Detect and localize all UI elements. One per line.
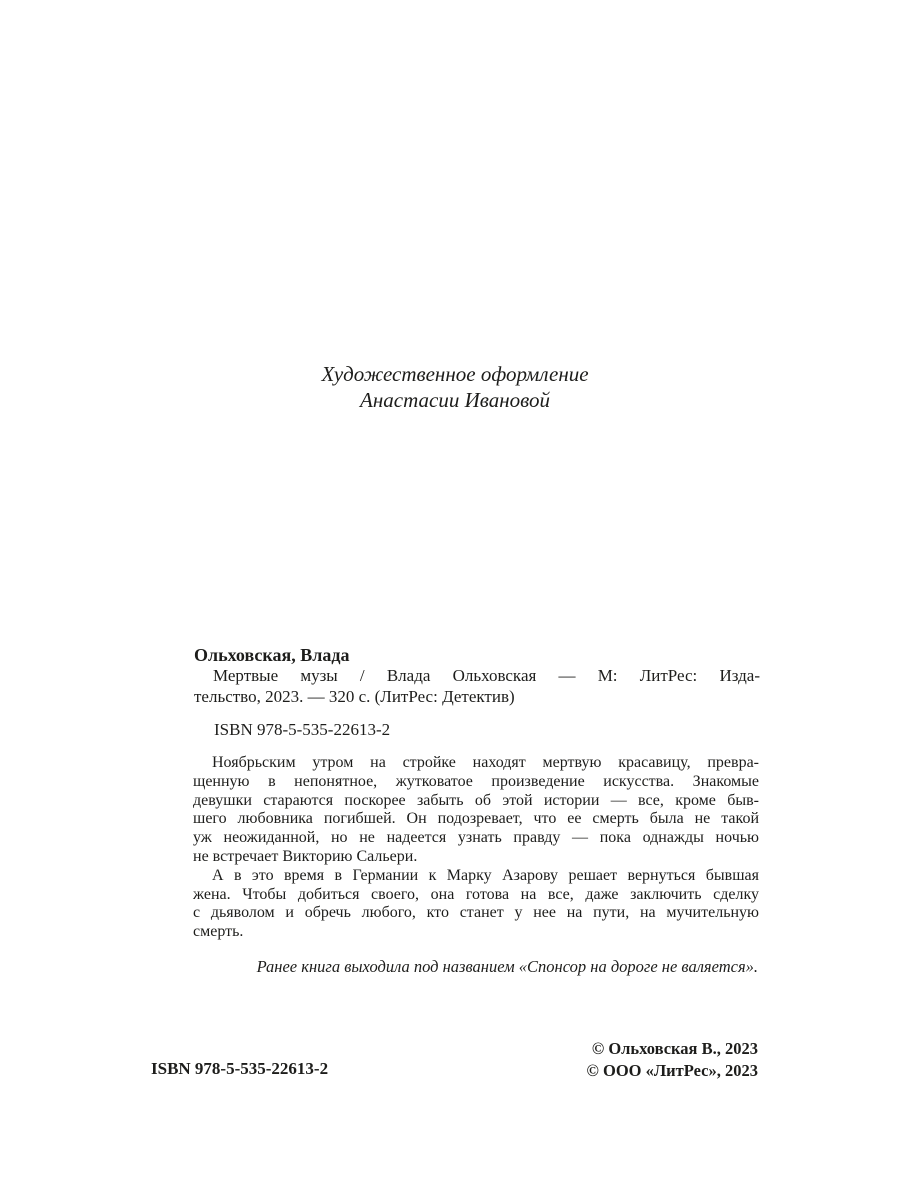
author-name: Ольховская, Влада xyxy=(194,645,350,665)
annotation-line: девушки стараются поскорее забыть об этой истории — все, кроме быв- xyxy=(193,791,759,809)
annotation-line: Ноябрьским утром на стройке находят мертвую красавицу, превра- xyxy=(212,754,759,771)
annotation-line: шего любовника погибшей. Он подозревает, что ее смерть была не такой xyxy=(193,810,759,828)
annotation-line: щенную в непонятное, жутковатое произведение искусства. Знакомые xyxy=(193,772,759,790)
bibliographic-block xyxy=(194,645,760,740)
design-credit xyxy=(150,361,760,413)
biblio-isbn: ISBN 978-5-535-22613-2 xyxy=(214,720,391,739)
design-credit-line-1: Художественное оформление xyxy=(321,362,589,386)
annotation-line: смерть. xyxy=(193,923,244,941)
copyright-author: © Ольховская В., 2023 xyxy=(591,1039,758,1058)
annotation-line: А в это время в Германии к Марку Азарову решает вернуться бывшая xyxy=(212,866,759,884)
annotation-block xyxy=(193,754,759,942)
biblio-entry-line: Мертвые музы / Влада Ольховская — М: ЛитРес: Изда- xyxy=(213,666,760,685)
footer-isbn: ISBN 978-5-535-22613-2 xyxy=(151,1059,329,1078)
copyright-publisher: © ООО «ЛитРес», 2023 xyxy=(586,1060,758,1080)
design-credit-line-2: Анастасии Ивановой xyxy=(360,388,550,412)
annotation-line: с дьяволом и обречь любого, кто станет у нее на пути, на мучительную xyxy=(193,904,759,922)
copyright-block xyxy=(450,1038,758,1081)
biblio-entry-line: тельство, 2023. — 320 с. (ЛитРес: Детектив) xyxy=(194,686,515,706)
annotation-line: жена. Чтобы добиться своего, она готова на все, даже заключить сделку xyxy=(193,885,759,903)
annotation-line: уж неожиданной, но не надеется узнать правду — пока однажды ночью xyxy=(193,829,759,847)
annotation-line: не встречает Викторию Сальери. xyxy=(193,847,418,865)
former-title-note: Ранее книга выходила под названием «Спонсор на дороге не валяется». xyxy=(256,957,758,976)
